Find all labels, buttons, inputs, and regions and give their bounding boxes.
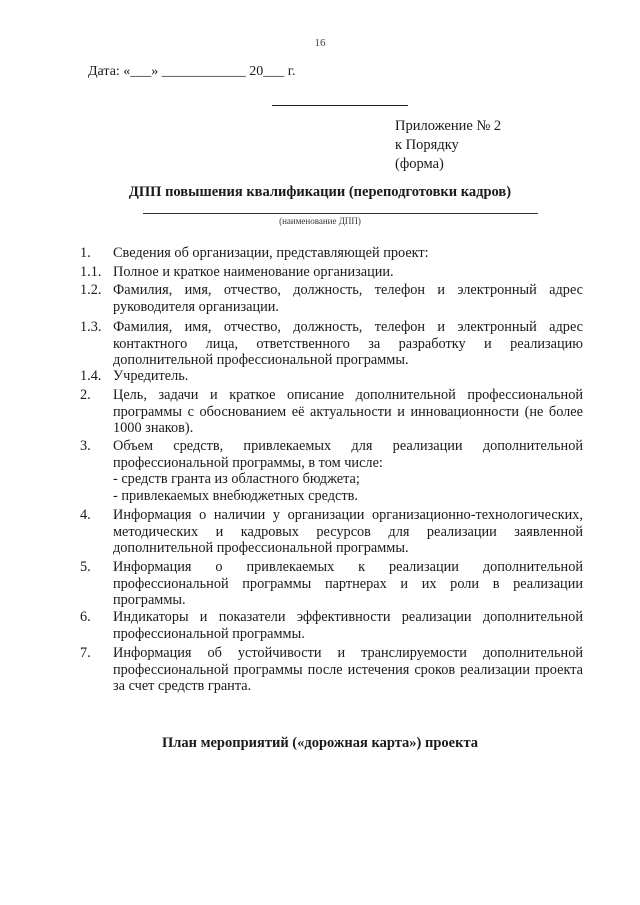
item-text: Учредитель. bbox=[113, 368, 189, 384]
item-text: Объем средств, привлекаемых для реализации дополнительной профессиональной программы, в том числе: bbox=[113, 438, 583, 471]
item-text-block bbox=[113, 438, 583, 504]
appendix-reference: к Порядку bbox=[395, 137, 459, 153]
program-name-line bbox=[143, 213, 538, 214]
item-number: 6. bbox=[80, 609, 91, 625]
item-number: 1.4. bbox=[80, 368, 102, 384]
appendix-number: Приложение № 2 bbox=[395, 118, 502, 134]
item-number: 7. bbox=[80, 645, 91, 661]
item-text: Индикаторы и показатели эффективности реализации дополнительной профессиональной программы. bbox=[113, 609, 583, 642]
item-text: Полное и краткое наименование организации. bbox=[113, 264, 394, 280]
appendix-form-label: (форма) bbox=[395, 156, 444, 172]
item-text: Фамилия, имя, отчество, должность, телефон и электронный адрес руководителя организации. bbox=[113, 282, 583, 315]
item-text: Сведения об организации, представляющей проект: bbox=[113, 245, 429, 261]
item-text: Информация о наличии у организации организационно-технологических, методических и кадровых ресурсов для реализации заявленной дополнительной профессиональной программы. bbox=[113, 507, 583, 556]
plan-title: План мероприятий («дорожная карта») проекта bbox=[161, 735, 479, 751]
appendix-block bbox=[395, 117, 501, 174]
item-number: 1.3. bbox=[80, 319, 102, 335]
item-number: 1. bbox=[80, 245, 91, 261]
program-name-caption: (наименование ДПП) bbox=[279, 216, 361, 226]
item-number: 1.2. bbox=[80, 282, 102, 298]
item-number: 1.1. bbox=[80, 264, 102, 280]
page-number: 16 bbox=[314, 37, 326, 49]
item-text: Информация об устойчивости и транслируемости дополнительной профессиональной программы после истечения сроков реализации проекта за счет средств гранта. bbox=[113, 645, 583, 694]
item-text: Фамилия, имя, отчество, должность, телефон и электронный адрес контактного лица, ответственного за разработку и реализацию дополнительной профессиональной программы. bbox=[113, 319, 583, 368]
item-number: 4. bbox=[80, 507, 91, 523]
document-title: ДПП повышения квалификации (переподготовки кадров) bbox=[128, 184, 512, 200]
item-subpoint: - привлекаемых внебюджетных средств. bbox=[113, 487, 358, 504]
item-subpoint: - средств гранта из областного бюджета; bbox=[113, 471, 360, 487]
date-line: Дата: «___» ____________ 20___ г. bbox=[88, 64, 296, 79]
item-number: 5. bbox=[80, 559, 91, 575]
signature-line bbox=[272, 105, 408, 106]
item-number: 3. bbox=[80, 438, 91, 454]
item-number: 2. bbox=[80, 387, 91, 403]
item-text: Информация о привлекаемых к реализации дополнительной профессиональной программы партнерах и их роли в реализации программы. bbox=[113, 559, 583, 608]
item-text: Цель, задачи и краткое описание дополнительной профессиональной программы с обоснованием её актуальности и инновационности (не более 1000 знаков). bbox=[113, 387, 583, 436]
